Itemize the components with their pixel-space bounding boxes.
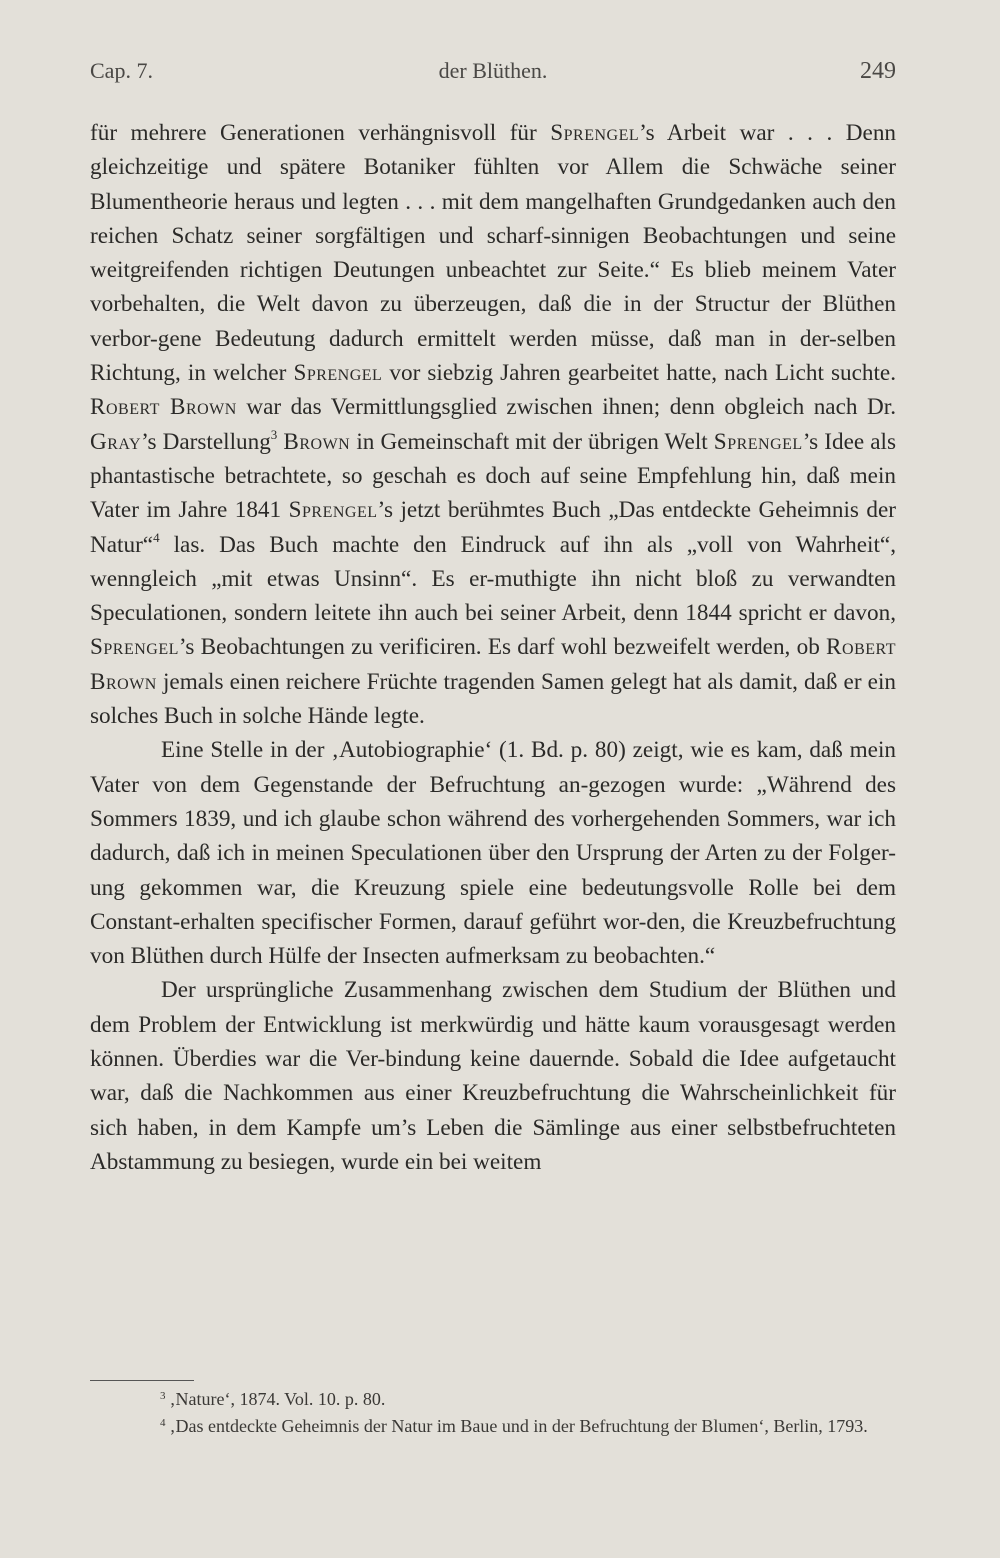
text-run: in Gemeinschaft mit der übrigen Welt <box>350 428 714 455</box>
text-run: vor siebzig Jahren gearbeitet hatte, nach Licht suchte. <box>382 360 896 387</box>
name-sprengel: Sprengel <box>90 634 179 661</box>
name-sprengel: Sprengel <box>288 497 378 524</box>
text-run: jemals einen reichere Früchte tragenden Samen gelegt hat als damit, daß er ein solches Buch in solche Hände legte. <box>90 668 896 730</box>
text-run: ’s Darstellung <box>141 428 271 455</box>
name-sprengel: Sprengel <box>713 428 803 455</box>
footnote-divider <box>90 1380 194 1381</box>
text-run: ’s Beobachtungen zu verificiren. Es darf wohl bezweifelt werden, ob <box>178 634 827 661</box>
name-brown: Brown <box>283 428 351 455</box>
text-run: ’s jetzt berühmtes Buch „Das entdeckte Geheimnis der Natur“ <box>90 497 896 558</box>
footnote-3 <box>90 1386 896 1413</box>
page-number: 249 <box>860 58 896 84</box>
chapter-label: Cap. 7. <box>90 58 153 83</box>
footnote-ref-4[interactable]: 4 <box>153 529 160 545</box>
name-robert-brown: Robert Brown <box>90 394 237 421</box>
name-sprengel: Sprengel <box>293 360 383 387</box>
name-gray: Gray <box>90 428 142 455</box>
paragraph-3: Der ursprüngliche Zusammenhang zwischen dem Studium der Blüthen und dem Problem der Entwicklung ist merkwürdig und hätte kaum vorausgesagt werden können. Überdies war die Ver-bindung keine dauernde. Sobald die Idee aufgetaucht war, daß die Nachkommen aus einer Kreuzbefruchtung die Wahrscheinlichkeit für sich haben, in dem Kampfe um’s Leben die Sämlinge aus einer selbstbefruchteten Abstammung zu besiegen, wurde ein bei weitem <box>90 977 896 1175</box>
footnote-mark: 4 <box>160 1417 166 1429</box>
footnote-4 <box>90 1413 896 1440</box>
paragraph-1 <box>90 116 896 733</box>
name-sprengel: Sprengel <box>550 120 640 146</box>
text-run: für mehrere Generationen verhängnisvoll für <box>90 120 551 146</box>
footnote-mark: 3 <box>160 1390 166 1402</box>
footnote-text: ‚Das entdeckte Geheimnis der Natur im Baue und in der Befruchtung der Blumen‘, Berlin, 1793. <box>169 1416 868 1436</box>
paragraph-2: Eine Stelle in der ‚Autobiographie‘ (1. Bd. p. 80) zeigt, wie es kam, daß mein Vater von dem Gegenstande der Befruchtung an-gezogen wurde: „Während des Sommers 1839, und ich glaube schon während des vorhergehenden Sommers, war ich dadurch, daß ich in meinen Speculationen über den Ursprung der Arten zu der Folger-ung gekommen war, die Kreuzung spiele eine bedeutungsvolle Rolle bei dem Constant-erhalten specifischer Formen, darauf geführt wor-den, die Kreuzbefruchtung von Blüthen durch Hülfe der Insecten aufmerksam zu beobachten.“ <box>90 737 896 970</box>
footnote-ref-3[interactable]: 3 <box>270 426 278 442</box>
body-text <box>90 116 896 1179</box>
running-title: der Blüthen. <box>438 58 548 83</box>
text-run: las. Das Buch machte den Eindruck auf ihn als „voll von Wahrheit“, wenngleich „mit etwas Unsinn“. Es er-muthigte ihn nicht bloß zu verwandten Speculationen, sondern leitete ihn auch bei seiner Arbeit, denn 1844 spricht er davon, <box>90 531 896 627</box>
footnote-text: ‚Nature‘, 1874. Vol. 10. p. 80. <box>169 1389 386 1409</box>
name-robert-brown: Robert Brown <box>90 634 896 695</box>
text-run: ’s Idee als phantastische betrachtete, so geschah es doch auf seine Empfehlung hin, daß mein Vater im Jahre 1841 <box>90 428 896 524</box>
footnotes <box>90 1386 896 1440</box>
text-run: war das Vermittlungsglied zwischen ihnen; denn obgleich nach Dr. <box>236 394 896 421</box>
text-run: ’s Arbeit war . . . Denn gleichzeitige und spätere Botaniker fühlten vor Allem die Schwäche seiner Blumentheorie heraus und legten . . . mit dem mangelhaften Grundgedanken auch den reichen Schatz seiner sorgfältigen und scharf-sinnigen Beobachtungen und seine weitgreifenden richtigen Deutungen unbeachtet zur Seite.“ Es blieb meinem Vater vorbehalten, die Welt davon zu überzeugen, daß die in der Structur der Blüthen verbor-gene Bedeutung dadurch ermittelt werden müsse, daß man in der-selben Richtung, in welcher <box>90 120 897 387</box>
running-header <box>90 58 896 88</box>
